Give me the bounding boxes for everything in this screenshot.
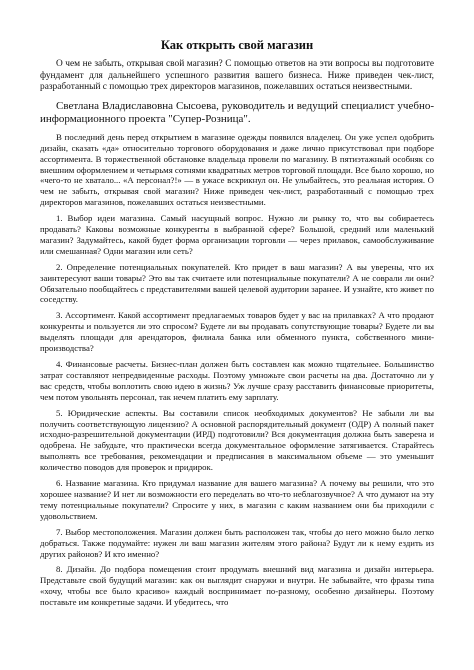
checklist-item-2: 2. Определение потенциальных покупателей. Кто придет в ваш магазин? А вы уверены, что их заинтересуют ваши товары? Это вы так считаете или потенциальные покупатели? А не соврали ли они? Обязательно пообщайтесь с представителями вашей целевой аудитории заранее. И узнайте, кто живет по соседству. [40,261,434,305]
intro-paragraph: О чем не забыть, открывая свой магазин? С помощью ответов на эти вопросы вы подготовите фундамент для дальнейшего успешного развития вашего бизнеса. Ниже приведен чек-лист, разработанный с помощью трех директоров магазинов, пожелавших остаться неизвестными. [40,59,434,93]
author-line: Светлана Владиславовна Сысоева, руководитель и ведущий специалист учебно-информационного проекта "Супер-Розница". [40,99,434,125]
checklist-item-4: 4. Финансовые расчеты. Бизнес-план должен быть составлен как можно тщательнее. Большинство затрат составляют непредвиденные расходы. Поэтому умножьте свои расчеты на два. Достаточно ли у вас средств, чтобы воплотить свою идею в жизнь? Уж лучше сразу расставить финансовые приоритеты, чем потом увольнять персонал, так нечем платить ему зарплату. [40,359,434,402]
body-paragraph: В последний день перед открытием в магазине одежды появился владелец. Он уже успел одобрить дизайн, сказать «да» относительно торгового оборудования и даже лично присутствовал при подборе ассортимента. В торжественной обстановке владельца провели по магазину. В пятиэтажный особняк со внешним оформлением и четырьмя сотнями квадратных метров торговой площади. Все было хорошо, но «чего-то не хватало... «А персонал?!» — в ужасе вскрикнул он. Не улыбайтесь, это реальная история. О чем не забыть, открывая свой магазин? Ниже приведен чек-лист, разработанный с помощью трех директоров магазинов, пожелавших остаться неизвестными. [40,131,434,208]
checklist-item-6: 6. Название магазина. Кто придумал название для вашего магазина? А почему вы решили, что это хорошее название? И нет ли возможности его переделать во что-то неблагозвучное? А что думают на эту тему потенциальные покупатели? Спросите у них, в магазин с каким названием они бы приходили с удовольствием. [40,478,434,521]
checklist-item-5: 5. Юридические аспекты. Вы составили список необходимых документов? Не забыли ли вы получить соответствующую лицензию? А основной распорядительный документ (ОДР) А полный пакет исходно-разрешительной документации (ИРД) подготовили? Вся документация должна быть заверена и одобрена. Не забудьте, что практически всегда документальное оформление затягивается. Старайтесь выполнять все требования, рекомендации и предписания в максимальном объеме — это уменьшит количество поводов для проверок и придирок. [40,407,434,473]
checklist-item-1: 1. Выбор идеи магазина. Самый насущный вопрос. Нужно ли рынку то, что вы собираетесь продавать? Каковы возможные конкуренты в выбранной сфере? Большой, средний или маленький магазин? Задумайтесь, какой будет форма организации торговли — через прилавок, самообслуживание или смешанная? Одни магазин или сеть? [40,213,434,256]
checklist-item-7: 7. Выбор местоположения. Магазин должен быть расположен так, чтобы до него можно было легко добраться. Также подумайте: нужен ли ваш магазин жителям этого района? Будут ли к нему ездить из других районов? И кто именно? [40,526,434,559]
document-title: Как открыть свой магазин [160,38,314,52]
checklist-item-3: 3. Ассортимент. Какой ассортимент предлагаемых товаров будет у вас на прилавках? А что продают конкуренты и пользуется ли это спросом? Будете ли вы продавать сопутствующие товары? Будете ли вы выделять площади для арендаторов, филиала банка или обменного пункта, собственного мини-производства? [40,310,434,354]
checklist-item-8: 8. Дизайн. До подбора помещения стоит продумать внешний вид магазина и дизайн интерьера. Представьте свой будущий магазин: как он выглядит снаружи и внутри. Не забывайте, что фразы типа «хочу, чтобы все было красиво» каждый воспринимает по-разному, особенно дизайнеры. Поэтому поставьте им конкретные задачи. И убедитесь, что [40,564,434,608]
